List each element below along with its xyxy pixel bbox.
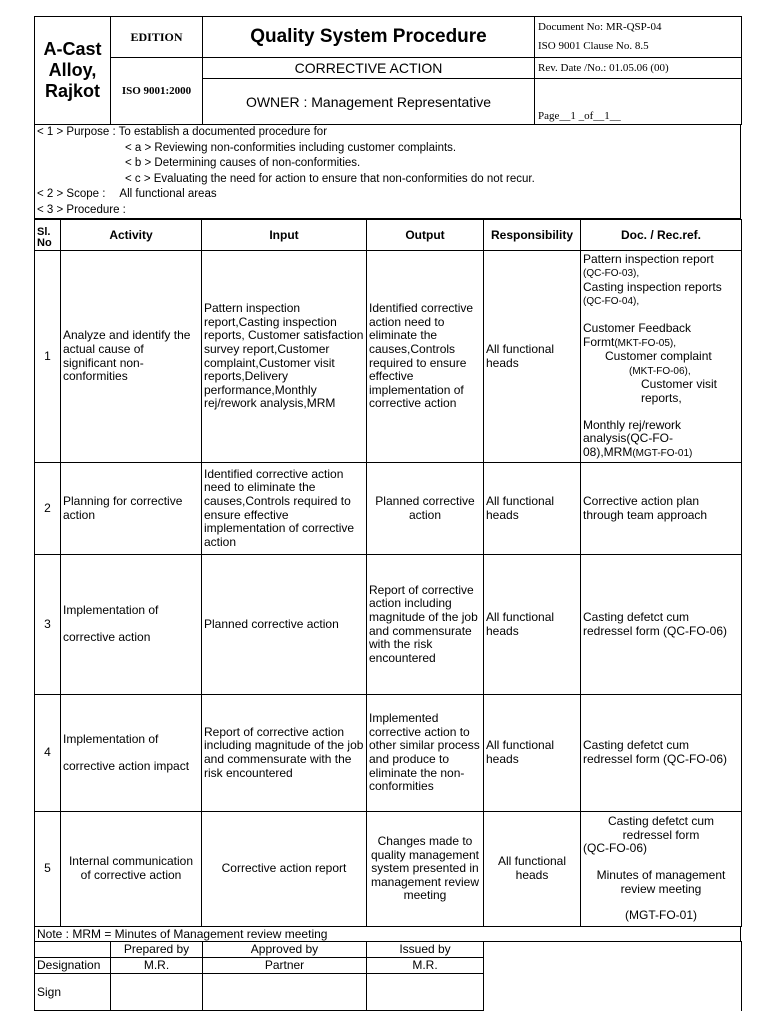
prepared-by-label: Prepared by xyxy=(111,942,203,958)
note-line: Note : MRM = Minutes of Management review meeting xyxy=(34,927,741,941)
procedure-owner: OWNER : Management Representative xyxy=(203,79,535,125)
signoff-table xyxy=(34,941,742,1011)
issued-by-value: M.R. xyxy=(367,958,484,974)
row-activity: Implementation of corrective action impact xyxy=(61,695,202,812)
prepared-by-value: M.R. xyxy=(111,958,203,974)
prepared-by-sign xyxy=(111,974,203,1011)
purpose-section xyxy=(34,125,741,219)
row-docref: Pattern inspection report (QC-FO-03), Casting inspection reports (QC-FO-04), Customer Feedback Formt(MKT-FO-05), Customer complaint (MKT-FO-06), Customer visit reports, Monthly rej/rework analysis(QC-FO-08),MRM(MGT-FO-01) xyxy=(581,251,742,463)
procedure-title: Quality System Procedure xyxy=(203,17,535,58)
row-docref: Casting defetct cum redressel form (QC-FO-06) xyxy=(581,695,742,812)
page-number: Page__1 _of__1__ xyxy=(535,79,742,125)
col-header-responsibility: Responsibility xyxy=(484,220,581,251)
row-activity: Planning for corrective action xyxy=(61,463,202,555)
procedure-label: < 3 > Procedure : xyxy=(37,203,126,216)
approved-by-value: Partner xyxy=(203,958,367,974)
table-row xyxy=(35,251,742,463)
document-number: Document No: MR-QSP-04 ISO 9001 Clause No. 8.5 xyxy=(535,17,742,58)
row-sl: 1 xyxy=(35,251,61,463)
row-output: Planned corrective action xyxy=(367,463,484,555)
row-responsibility: All functional heads xyxy=(484,555,581,695)
row-activity: Analyze and identify the actual cause of significant non-conformities xyxy=(61,251,202,463)
row-input: Planned corrective action xyxy=(202,555,367,695)
designation-label: Designation xyxy=(35,958,111,974)
row-sl: 2 xyxy=(35,463,61,555)
approved-by-sign xyxy=(203,974,367,1011)
table-row xyxy=(35,812,742,927)
row-output: Identified corrective action need to eliminate the causes,Controls required to ensure effective implementation of corrective action xyxy=(367,251,484,463)
row-activity: Internal communication of corrective action xyxy=(61,812,202,927)
row-sl: 3 xyxy=(35,555,61,695)
row-activity: Implementation of corrective action xyxy=(61,555,202,695)
table-row xyxy=(35,555,742,695)
row-sl: 4 xyxy=(35,695,61,812)
purpose-item-a: < a > Reviewing non-conformities including customer complaints. xyxy=(125,141,457,154)
purpose-line: < 1 > Purpose : To establish a documented procedure for xyxy=(37,126,328,138)
purpose-item-c: < c > Evaluating the need for action to ensure that non-conformities do not recur. xyxy=(125,172,535,185)
iso-standard: ISO 9001:2000 xyxy=(111,58,203,125)
table-row xyxy=(35,463,742,555)
row-sl: 5 xyxy=(35,812,61,927)
row-responsibility: All functional heads xyxy=(484,812,581,927)
purpose-item-b: < b > Determining causes of non-conformities. xyxy=(125,157,361,170)
row-responsibility: All functional heads xyxy=(484,251,581,463)
row-input: Identified corrective action need to eliminate the causes,Controls required to ensure effective implementation of corrective action xyxy=(202,463,367,555)
col-header-input: Input xyxy=(202,220,367,251)
row-responsibility: All functional heads xyxy=(484,463,581,555)
row-responsibility: All functional heads xyxy=(484,695,581,812)
revision-date: Rev. Date /No.: 01.05.06 (00) xyxy=(535,58,742,79)
col-header-output: Output xyxy=(367,220,484,251)
approved-by-label: Approved by xyxy=(203,942,367,958)
row-output: Report of corrective action including magnitude of the job and commensurate with the risk encountered xyxy=(367,555,484,695)
row-output: Changes made to quality management system presented in management review meeting xyxy=(367,812,484,927)
company-name: A-Cast Alloy, Rajkot xyxy=(35,17,111,125)
row-input: Report of corrective action including magnitude of the job and commensurate with the risk encountered xyxy=(202,695,367,812)
procedure-table xyxy=(34,219,742,927)
issued-by-label: Issued by xyxy=(367,942,484,958)
issued-by-sign xyxy=(367,974,484,1011)
row-input: Corrective action report xyxy=(202,812,367,927)
procedure-subtitle: CORRECTIVE ACTION xyxy=(203,58,535,79)
document-page xyxy=(34,16,741,1011)
table-row xyxy=(35,695,742,812)
scope-label: < 2 > Scope : xyxy=(37,188,106,201)
row-docref: Corrective action plan through team approach xyxy=(581,463,742,555)
row-docref: Casting defetct cum redressel form (QC-FO-06) xyxy=(581,555,742,695)
row-output: Implemented corrective action to other similar process and produce to eliminate the non-conformities xyxy=(367,695,484,812)
row-input: Pattern inspection report,Casting inspection reports, Customer satisfaction survey report,Customer complaint,Customer visit reports,Delivery performance,Monthly rej/rework analysis,MRM xyxy=(202,251,367,463)
document-header xyxy=(34,16,742,125)
col-header-activity: Activity xyxy=(61,220,202,251)
sign-label: Sign xyxy=(35,974,111,1011)
row-docref: Casting defetct cum redressel form (QC-FO-06) Minutes of management review meeting (MGT-FO-01) xyxy=(581,812,742,927)
edition-label: EDITION xyxy=(111,17,203,58)
col-header-docref: Doc. / Rec.ref. xyxy=(581,220,742,251)
table-header-row xyxy=(35,220,742,251)
scope-value: All functional areas xyxy=(119,188,217,201)
scope-line xyxy=(37,187,738,203)
col-header-sl: Sl. No xyxy=(35,220,61,251)
